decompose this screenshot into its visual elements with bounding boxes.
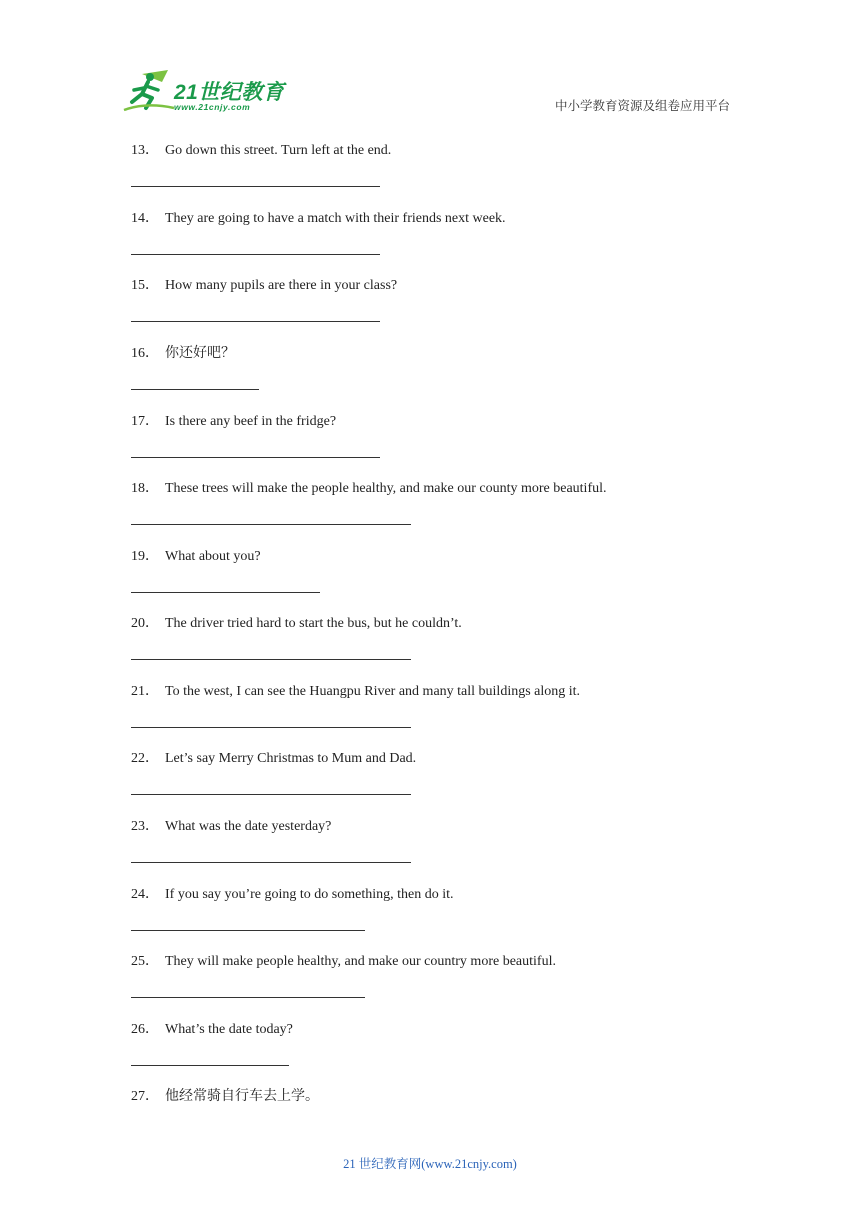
runner-logo-icon	[122, 68, 176, 114]
question-text: Is there any beef in the fridge?	[165, 414, 337, 429]
answer-line-22[interactable]	[131, 794, 411, 795]
question-text: They are going to have a match with their friends next week.	[165, 211, 506, 226]
question-number: 18．	[131, 481, 159, 496]
answer-line-17[interactable]	[131, 457, 380, 458]
question-17	[131, 410, 336, 430]
answer-line-25[interactable]	[131, 997, 365, 998]
question-number: 20．	[131, 616, 159, 631]
question-number: 15．	[131, 278, 159, 293]
question-text: The driver tried hard to start the bus, but he couldn’t.	[165, 616, 462, 631]
question-text: 你还好吧？	[165, 346, 235, 361]
answer-line-19[interactable]	[131, 592, 320, 593]
header-tagline: 中小学教育资源及组卷应用平台	[554, 99, 730, 113]
question-22	[131, 747, 416, 767]
answer-line-15[interactable]	[131, 321, 380, 322]
question-number: 14．	[131, 211, 159, 226]
page-header	[0, 0, 860, 120]
question-text: If you say you’re going to do something, then do it.	[165, 887, 454, 902]
question-text: What’s the date today?	[165, 1022, 293, 1037]
answer-line-23[interactable]	[131, 862, 411, 863]
answer-line-16[interactable]	[131, 389, 259, 390]
question-text: What about you?	[165, 549, 261, 564]
question-text: What was the date yesterday?	[165, 819, 332, 834]
question-20	[131, 612, 462, 632]
question-text: They will make people healthy, and make our country more beautiful.	[165, 954, 556, 969]
page-footer[interactable]: 21 世纪教育网(www.21cnjy.com)	[343, 1157, 517, 1171]
question-text: How many pupils are there in your class?	[165, 278, 398, 293]
answer-line-26[interactable]	[131, 1065, 289, 1066]
question-number: 24．	[131, 887, 159, 902]
answer-line-18[interactable]	[131, 524, 411, 525]
question-15	[131, 274, 397, 294]
question-number: 17．	[131, 414, 159, 429]
answer-line-21[interactable]	[131, 727, 411, 728]
question-text: Go down this street. Turn left at the end.	[165, 143, 392, 158]
question-16	[131, 342, 235, 362]
question-number: 19．	[131, 549, 159, 564]
question-number: 23．	[131, 819, 159, 834]
question-number: 27．	[131, 1089, 159, 1104]
question-number: 13．	[131, 143, 159, 158]
answer-line-24[interactable]	[131, 930, 365, 931]
answer-line-13[interactable]	[131, 186, 380, 187]
question-number: 16．	[131, 346, 159, 361]
question-number: 25．	[131, 954, 159, 969]
logo-url: www.21cnjy.com	[174, 102, 251, 112]
question-13	[131, 139, 391, 159]
question-19	[131, 545, 261, 565]
question-number: 21．	[131, 684, 159, 699]
answer-line-20[interactable]	[131, 659, 411, 660]
question-text: To the west, I can see the Huangpu River and many tall buildings along it.	[165, 684, 581, 699]
question-18	[131, 477, 607, 497]
question-23	[131, 815, 331, 835]
question-number: 26．	[131, 1022, 159, 1037]
question-26	[131, 1018, 293, 1038]
question-24	[131, 883, 454, 903]
question-text: These trees will make the people healthy, and make our county more beautiful.	[165, 481, 607, 496]
question-text: Let’s say Merry Christmas to Mum and Dad.	[165, 751, 417, 766]
logo-text: 21世纪教育	[174, 81, 285, 104]
question-21	[131, 680, 580, 700]
answer-line-14[interactable]	[131, 254, 380, 255]
question-25	[131, 950, 556, 970]
question-text: 他经常骑自行车去上学。	[165, 1089, 319, 1104]
site-logo[interactable]	[122, 68, 302, 116]
question-14	[131, 207, 506, 227]
question-27	[131, 1085, 319, 1105]
question-number: 22．	[131, 751, 159, 766]
